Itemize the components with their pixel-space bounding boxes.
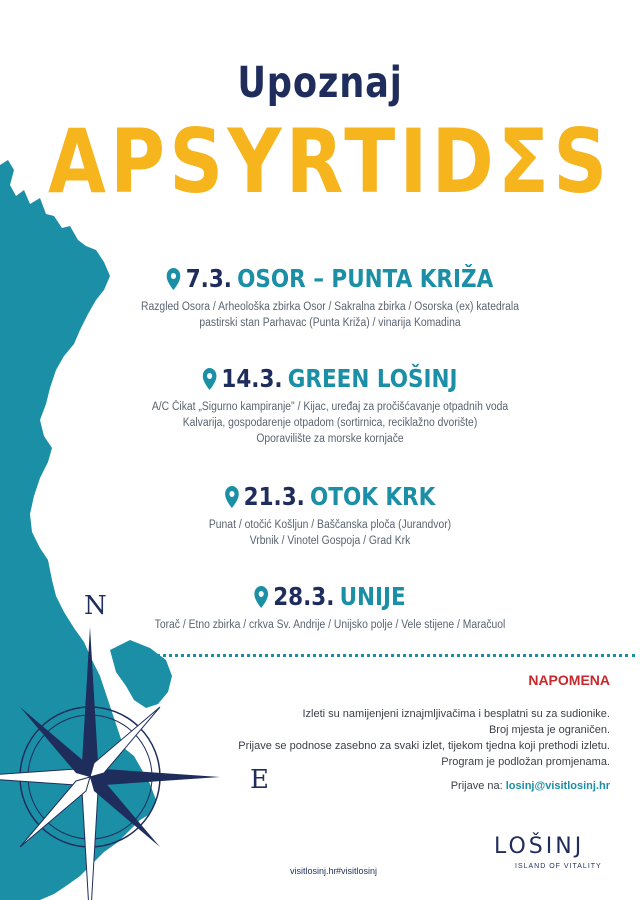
description-line: Punat / otočić Košljun / Baščanska ploča (Jurandvor): [208, 519, 452, 531]
event-heading: [132, 582, 528, 611]
apply-email-link[interactable]: losinj@visitlosinj.hr: [505, 780, 610, 792]
event-heading: [132, 482, 528, 511]
event-place: UNIJE: [339, 582, 406, 611]
event-unije: [100, 582, 560, 633]
description-line: Torač / Etno zbirka / crkva Sv. Andrije / Unijsko polje / Vele stijene / Maračuol: [154, 619, 506, 631]
compass-north: N: [84, 591, 107, 621]
note-line: Izleti su namijenjeni iznajmljivačima i besplatni su za sudionike.: [302, 708, 610, 720]
event-description: [123, 617, 537, 633]
description-line: Vrbnik / Vinotel Gospoja / Grad Krk: [249, 535, 411, 547]
event-date: 7.3.: [185, 264, 232, 293]
note-line: Prijave se podnose zasebno za svaki izlet, tijekom tjedna koji prethodi izletu.: [238, 740, 610, 752]
title-apsyrtides: APSYRTIDΣS: [48, 110, 612, 213]
location-pin-icon: [225, 486, 239, 508]
event-place: OTOK KRK: [310, 482, 436, 511]
event-place: OSOR – PUNTA KRIŽA: [237, 264, 494, 293]
event-green-losinj: [100, 364, 560, 447]
description-line: A/C Čikat „Sigurno kampiranje" / Kijac, uređaj za pročišćavanje otpadnih voda: [151, 401, 509, 413]
note-title: NAPOMENA: [528, 672, 610, 688]
event-heading: [132, 264, 528, 293]
event-heading: [132, 364, 528, 393]
event-description: [123, 517, 537, 549]
island-right-lobe: [110, 640, 172, 708]
description-line: Kalvarija, gospodarenje otpadom (sortirnica, reciklažno dvorište): [182, 417, 478, 429]
footer-hashtag: #visitlosinj: [336, 866, 378, 876]
note-body: [230, 706, 610, 770]
description-line: Oporavilište za morske kornjače: [256, 433, 404, 445]
event-description: [123, 299, 537, 331]
losinj-logo: LOŠINJ: [494, 834, 585, 859]
event-otok-krk: [100, 482, 560, 549]
title-upoznaj: Upoznaj: [237, 58, 403, 108]
event-osor: [100, 264, 560, 331]
dotted-divider: [150, 654, 635, 657]
event-date: 14.3.: [221, 364, 283, 393]
footer-website-link[interactable]: visitlosinj.hr: [290, 866, 337, 876]
apply-info: [451, 780, 610, 792]
location-pin-icon: [254, 586, 268, 608]
logo-tagline: ISLAND OF VITALITY: [515, 863, 602, 870]
event-description: [123, 399, 537, 447]
description-line: Razgled Osora / Arheološka zbirka Osor / Sakralna zbirka / Osorska (ex) katedrala: [141, 301, 519, 313]
description-line: pastirski stan Parhavac (Punta Križa) / vinarija Komadina: [199, 317, 461, 329]
location-pin-icon: [167, 268, 181, 290]
event-place: GREEN LOŠINJ: [287, 364, 458, 393]
compass-east: E: [250, 765, 269, 795]
event-date: 28.3.: [273, 582, 335, 611]
apply-label: Prijave na:: [450, 780, 503, 792]
note-line: Broj mjesta je ograničen.: [488, 724, 610, 736]
location-pin-icon: [202, 368, 216, 390]
note-line: Program je podložan promjenama.: [441, 756, 610, 768]
event-date: 21.3.: [243, 482, 305, 511]
